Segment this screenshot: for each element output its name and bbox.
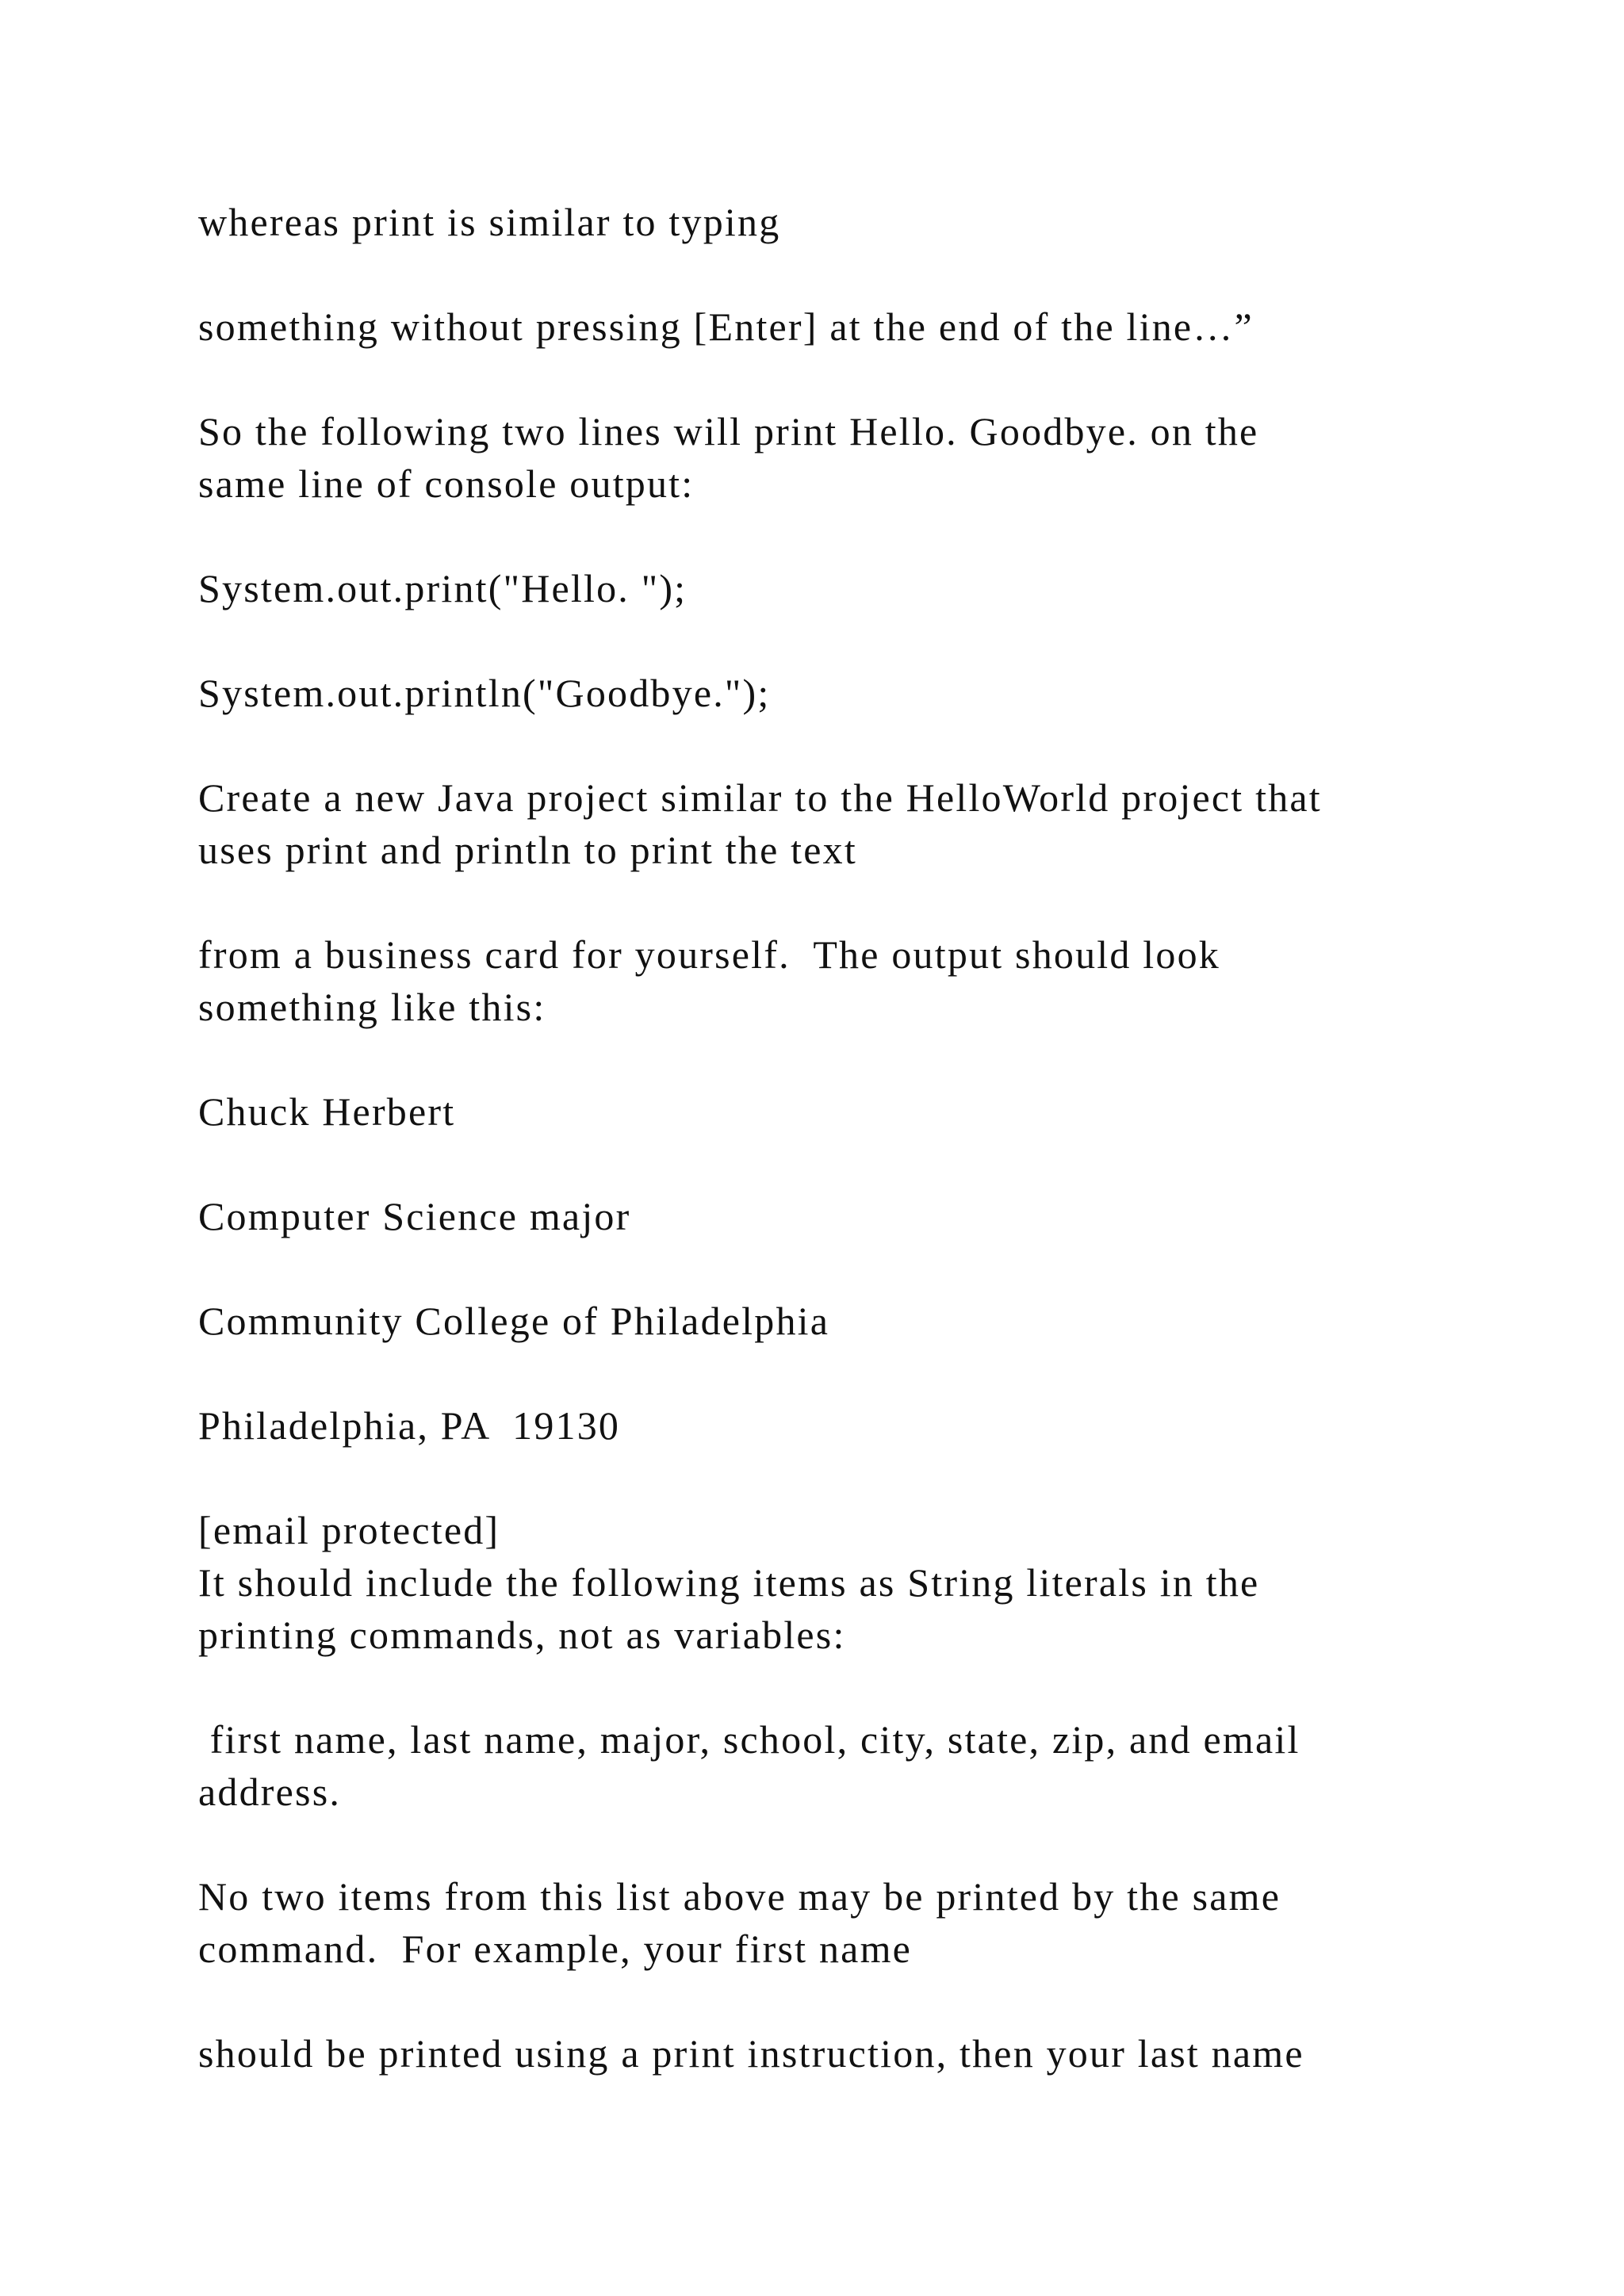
card-line: Philadelphia, PA 19130 — [198, 1403, 621, 1448]
card-line: Chuck Herbert — [198, 1089, 456, 1134]
code-line: System.out.println("Goodbye."); — [198, 671, 771, 715]
text-line: should be printed using a print instruction, then your last name — [198, 2031, 1304, 2076]
text-line: Create a new Java project similar to the HelloWorld project that — [198, 775, 1322, 820]
text-line: address. — [198, 1770, 342, 1814]
text-line: something without pressing [Enter] at the end of the line…” — [198, 304, 1254, 349]
card-line: [email protected] — [198, 1508, 500, 1552]
text-line: whereas print is similar to typing — [198, 200, 781, 244]
text-line: No two items from this list above may be printed by the same — [198, 1874, 1281, 1919]
text-line: uses print and println to print the text — [198, 828, 857, 872]
text-line: printing commands, not as variables: — [198, 1613, 846, 1657]
card-line: Computer Science major — [198, 1194, 631, 1238]
text-line: command. For example, your first name — [198, 1927, 913, 1971]
text-line: first name, last name, major, school, city, state, zip, and email — [198, 1717, 1300, 1762]
code-line: System.out.print("Hello. "); — [198, 566, 688, 610]
text-line: It should include the following items as String literals in the — [198, 1560, 1260, 1605]
text-line: from a business card for yourself. The output should look — [198, 932, 1220, 977]
text-line: So the following two lines will print Hello. Goodbye. on the — [198, 409, 1259, 453]
text-line: something like this: — [198, 985, 546, 1029]
card-line: Community College of Philadelphia — [198, 1299, 830, 1343]
text-line: same line of console output: — [198, 461, 695, 506]
